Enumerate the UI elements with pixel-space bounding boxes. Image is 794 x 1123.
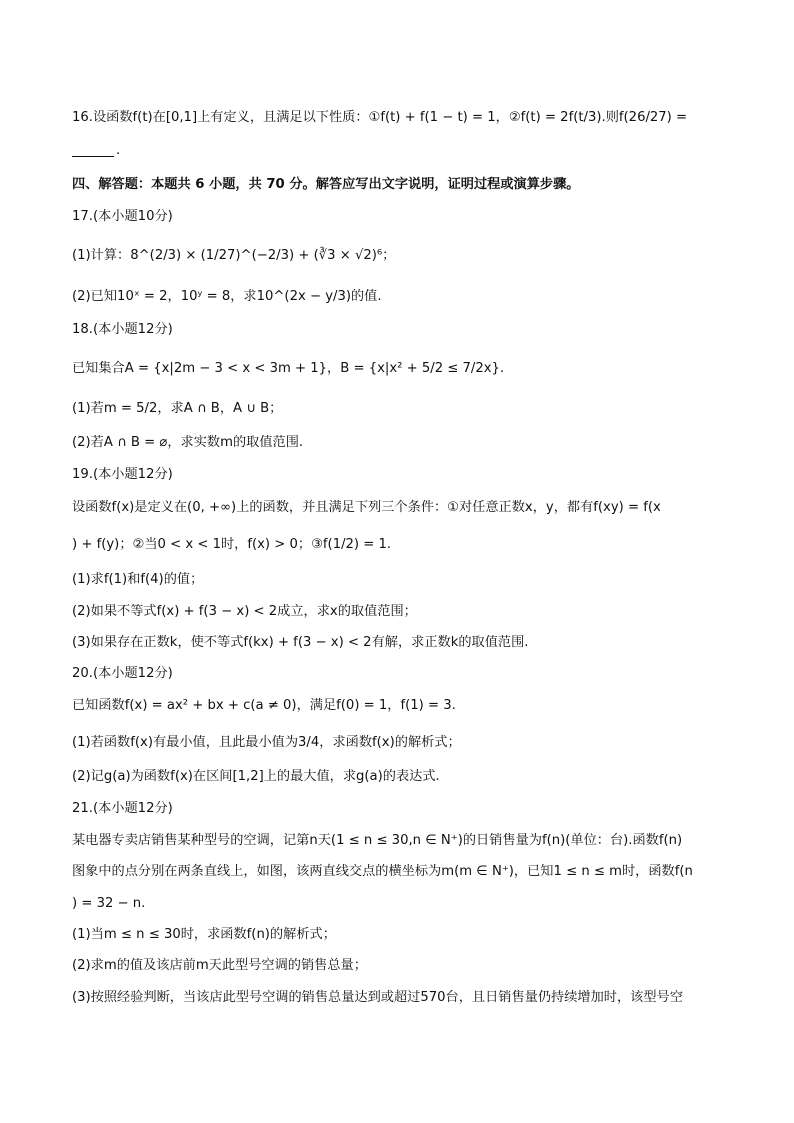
- question-19-part-1: (1)求f(1)和f(4)的值；: [72, 572, 204, 587]
- question-19-stem-line-1: 设函数f(x)是定义在(0, +∞)上的函数，并且满足下列三个条件：①对任意正数x，y，都有f(xy) = f(x: [72, 500, 661, 515]
- question-21-stem-line-3: ) = 32 − n.: [72, 896, 146, 911]
- question-20-part-2: (2)记g(a)为函数f(x)在区间[1,2]上的最大值，求g(a)的表达式.: [72, 769, 440, 784]
- question-21-title: 21.(本小题12分): [72, 801, 173, 816]
- question-19-title: 19.(本小题12分): [72, 467, 173, 482]
- question-19-stem-line-2: ) + f(y)；②当0 < x < 1时，f(x) > 0；③f(1/2) = 1.: [72, 537, 392, 552]
- question-20-part-1: (1)若函数f(x)有最小值，且此最小值为3/4，求函数f(x)的解析式；: [72, 735, 461, 750]
- question-18-title: 18.(本小题12分): [72, 322, 173, 337]
- question-21-part-2: (2)求m的值及该店前m天此型号空调的销售总量；: [72, 958, 367, 973]
- question-21-part-1: (1)当m ≤ n ≤ 30时，求函数f(n)的解析式；: [72, 927, 336, 942]
- question-17-part-1: (1)计算：8^(2/3) × (1/27)^(−2/3) + (∛3 × √2)⁶；: [72, 248, 396, 263]
- question-19-part-2: (2)如果不等式f(x) + f(3 − x) < 2成立，求x的取值范围；: [72, 604, 417, 619]
- question-21-stem-line-2: 图象中的点分别在两条直线上，如图，该两直线交点的横坐标为m(m ∈ N⁺)，已知1 ≤ n ≤ m时，函数f(n: [72, 864, 693, 879]
- question-17-part-2: (2)已知10ˣ = 2，10ʸ = 8，求10^(2x − y/3)的值.: [72, 289, 382, 304]
- question-20-stem: 已知函数f(x) = ax² + bx + c(a ≠ 0)，满足f(0) = 1，f(1) = 3.: [72, 698, 456, 713]
- question-18-part-1: (1)若m = 5/2，求A ∩ B，A ∪ B；: [72, 401, 283, 416]
- question-21-stem-line-1: 某电器专卖店销售某种型号的空调，记第n天(1 ≤ n ≤ 30,n ∈ N⁺)的日销售量为f(n)(单位：台).函数f(n): [72, 833, 683, 848]
- answer-blank: [72, 156, 114, 157]
- question-20-title: 20.(本小题12分): [72, 666, 173, 681]
- question-18-stem: 已知集合A = {x|2m − 3 < x < 3m + 1}，B = {x|x² + 5/2 ≤ 7/2x}.: [72, 361, 505, 376]
- question-18-part-2: (2)若A ∩ B = ⌀，求实数m的取值范围.: [72, 435, 304, 450]
- question-21-part-3: (3)按照经验判断，当该店此型号空调的销售总量达到或超过570台，且日销售量仍持续增加时，该型号空: [72, 990, 683, 1005]
- question-19-part-3: (3)如果存在正数k，使不等式f(kx) + f(3 − x) < 2有解，求正数k的取值范围.: [72, 635, 529, 650]
- section-heading: 四、解答题：本题共 6 小题，共 70 分。解答应写出文字说明，证明过程或演算步骤。: [72, 177, 580, 192]
- answer-blank-period: .: [116, 143, 121, 158]
- question-17-title: 17.(本小题10分): [72, 209, 173, 224]
- question-16-line: 16.设函数f(t)在[0,1]上有定义，且满足以下性质：①f(t) + f(1 − t) = 1，②f(t) = 2f(t/3).则f(26/27) =: [72, 110, 688, 125]
